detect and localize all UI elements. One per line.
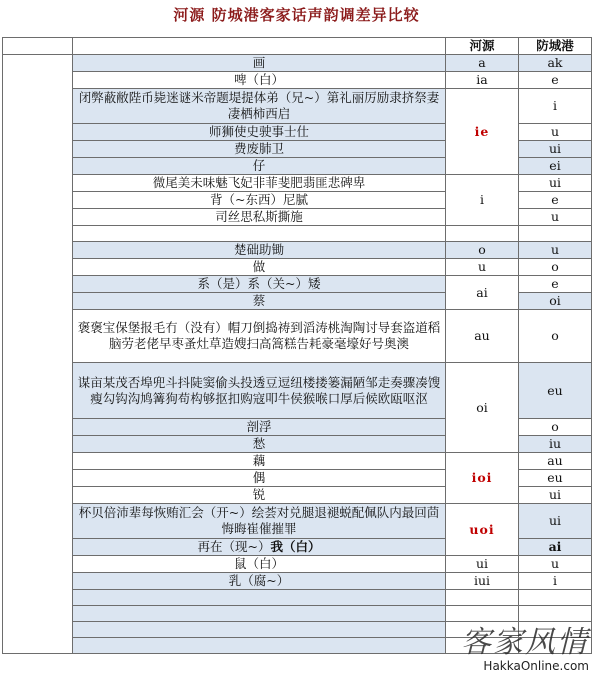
chars-cell [73, 622, 446, 638]
chars-cell: 系（是）系（关~）矮 [73, 276, 446, 293]
chars-cell: 楚础助锄 [73, 242, 446, 259]
heyuan-cell: ia [446, 72, 519, 89]
table-header-row [3, 38, 592, 55]
fcg-cell: u [519, 556, 592, 573]
table-row [3, 89, 592, 124]
chars-cell [73, 590, 446, 606]
fcg-cell: ai [519, 539, 592, 556]
fcg-cell: iu [519, 436, 592, 453]
table-row [3, 242, 592, 259]
chars-cell [73, 638, 446, 654]
chars-cell: 锐 [73, 487, 446, 504]
fcg-cell: ei [519, 158, 592, 175]
chars-cell: 愁 [73, 436, 446, 453]
table-row [3, 226, 592, 242]
table-row [3, 363, 592, 419]
fcg-cell: ui [519, 141, 592, 158]
header-fangchenggang: 防城港 [519, 38, 592, 55]
table-row [3, 276, 592, 293]
table-row [3, 504, 592, 539]
fcg-cell: ui [519, 175, 592, 192]
heyuan-cell: au [446, 310, 519, 363]
page-title: 河源 防城港客家话声韵调差异比较 [173, 6, 420, 24]
fcg-cell: i [519, 89, 592, 124]
chars-cell [73, 226, 446, 242]
fcg-cell: o [519, 310, 592, 363]
watermark-url: HakkaOnline.com [483, 659, 589, 673]
table-row [3, 556, 592, 573]
chars-text: 再在（现~） [197, 539, 271, 554]
chars-cell: 闭弊蔽敝陛币毙迷谜米帝题堤提体弟（兄~）第礼丽厉励隶挤祭妻凄栖柿西启 [73, 89, 446, 124]
fcg-cell: e [519, 276, 592, 293]
fcg-cell: ak [519, 55, 592, 72]
heyuan-cell: o [446, 242, 519, 259]
chars-cell: 褒褒宝保堡报毛冇（没有）帽刀倒捣祷到滔涛桃淘陶讨导套盗道稻脑劳老佬早枣蚤灶草造嫂扫高篙糕告耗豪毫壕好号奥澳 [73, 310, 446, 363]
chars-cell: 仔 [73, 158, 446, 175]
fcg-cell: ui [519, 487, 592, 504]
fcg-cell: o [519, 259, 592, 276]
heyuan-cell: a [446, 55, 519, 72]
fcg-cell [519, 590, 592, 606]
heyuan-cell: oi [446, 363, 519, 453]
fcg-cell: eu [519, 363, 592, 419]
chars-cell: 啤（白） [73, 72, 446, 89]
chars-cell: 司丝思私斯撕施 [73, 209, 446, 226]
fcg-cell: au [519, 453, 592, 470]
heyuan-cell: ai [446, 276, 519, 310]
chars-cell: 鼠（白） [73, 556, 446, 573]
category-cell [3, 55, 73, 654]
fcg-cell: ui [519, 504, 592, 539]
table-row [3, 55, 592, 72]
chars-cell: 谋亩某茂否埠兜斗抖陡窦偷头投透豆逗纽楼搂篓漏陋邹走奏骤凑馊瘦勾钩沟鸠篝狗苟构够抠扣购寇叩牛侯猴喉口厚后候欧瓯呕沤 [73, 363, 446, 419]
header-col1 [3, 38, 73, 55]
chars-cell: 背（~东西）尼腻 [73, 192, 446, 209]
chars-cell: 乳（腐~） [73, 573, 446, 590]
fcg-cell: oi [519, 293, 592, 310]
chars-cell: 偶 [73, 470, 446, 487]
chars-cell: 微尾美未味魅飞妃非菲斐肥翡匪悲碑卑 [73, 175, 446, 192]
fcg-cell: e [519, 72, 592, 89]
chars-cell [73, 539, 446, 556]
heyuan-cell: u [446, 259, 519, 276]
watermark [457, 617, 589, 673]
chars-cell: 剖浮 [73, 419, 446, 436]
heyuan-cell: uoi [446, 504, 519, 556]
table-row [3, 259, 592, 276]
comparison-table [2, 37, 592, 654]
fcg-cell: u [519, 124, 592, 141]
fcg-cell: o [519, 419, 592, 436]
table-row [3, 453, 592, 470]
heyuan-cell: ie [446, 89, 519, 175]
heyuan-cell: ui [446, 556, 519, 573]
table-row [3, 590, 592, 606]
table-row [3, 72, 592, 89]
table-row [3, 175, 592, 192]
watermark-logo-text: 客家风情 [461, 625, 589, 660]
heyuan-cell [446, 590, 519, 606]
fcg-cell: e [519, 192, 592, 209]
heyuan-cell [446, 226, 519, 242]
chars-cell [73, 606, 446, 622]
chars-cell: 师狮使史驶事士仕 [73, 124, 446, 141]
fcg-cell [519, 226, 592, 242]
chars-cell: 藕 [73, 453, 446, 470]
fcg-cell: i [519, 573, 592, 590]
heyuan-cell: i [446, 175, 519, 226]
chars-cell: 费废肺卫 [73, 141, 446, 158]
fcg-cell: eu [519, 470, 592, 487]
fcg-cell: u [519, 242, 592, 259]
chars-bold-text: 我（白） [270, 539, 321, 554]
table-row [3, 573, 592, 590]
chars-cell: 画 [73, 55, 446, 72]
chars-cell: 做 [73, 259, 446, 276]
chars-cell: 杯贝倍沛辈每恢贿汇会（开~）绘荟对兑腿退褪蜕配佩队内最回茴悔晦崔催摧罪 [73, 504, 446, 539]
table-row [3, 310, 592, 363]
header-col2 [73, 38, 446, 55]
header-heyuan: 河源 [446, 38, 519, 55]
heyuan-cell: iui [446, 573, 519, 590]
heyuan-cell: ioi [446, 453, 519, 504]
fcg-cell: u [519, 209, 592, 226]
chars-cell: 蔡 [73, 293, 446, 310]
